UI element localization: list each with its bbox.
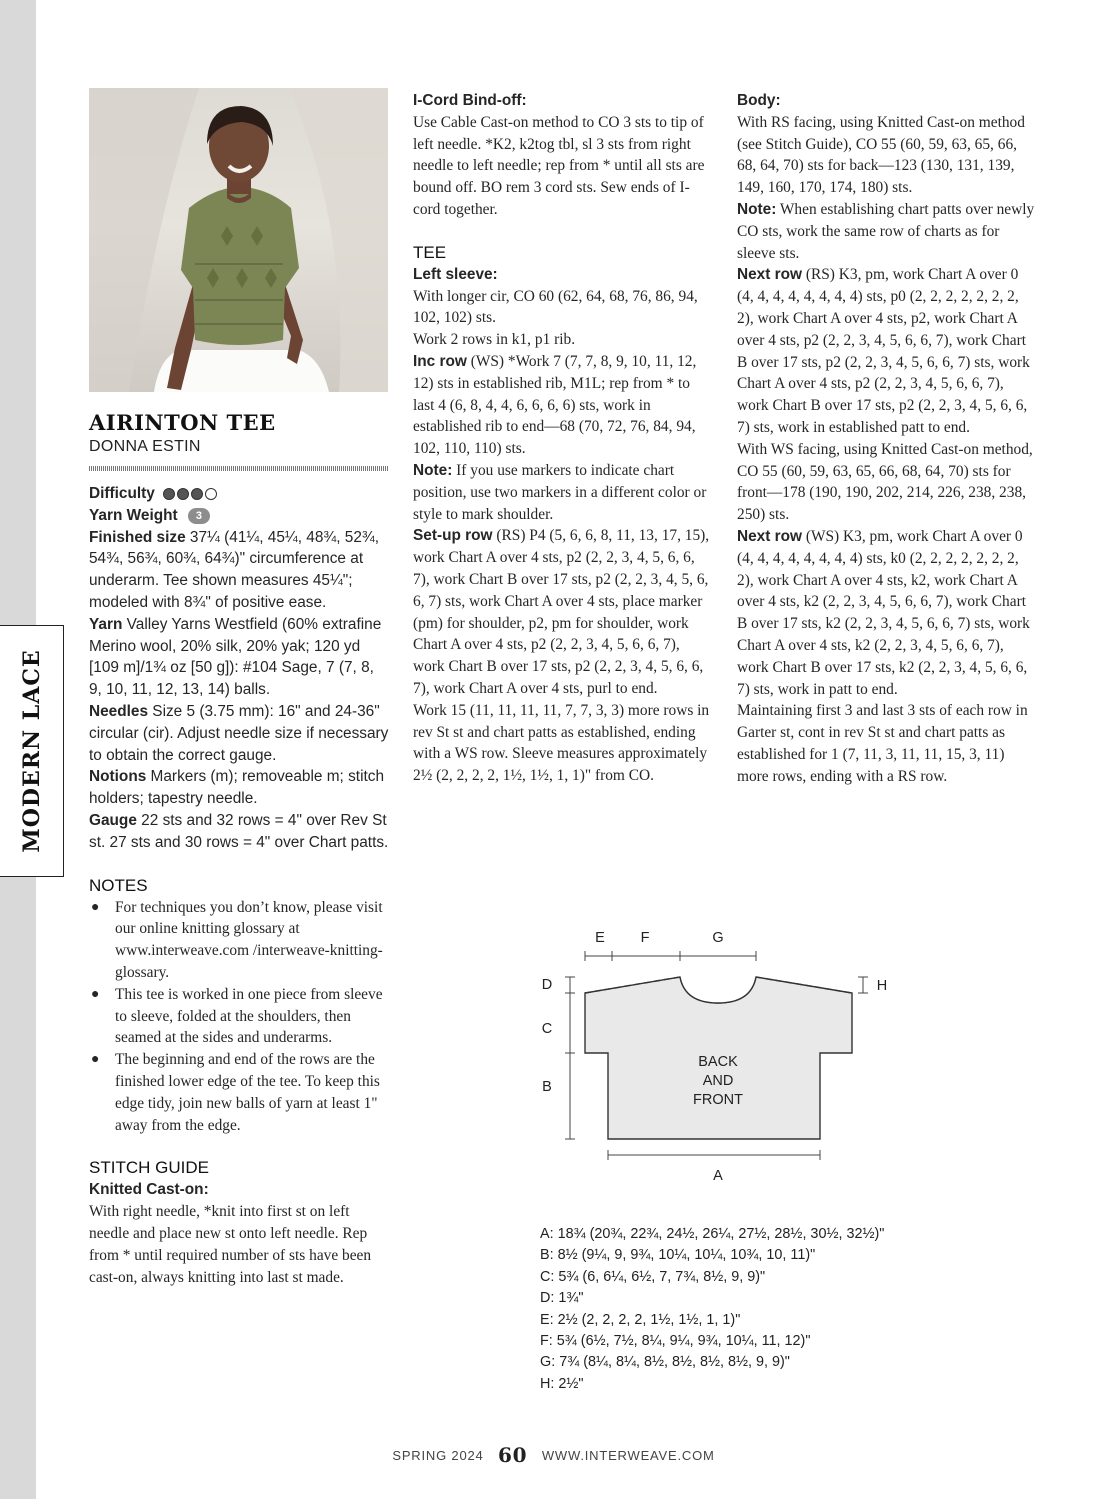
measurement-row: A: 18¾ (20¾, 22¾, 24½, 26¼, 27½, 28½, 30½, 32½)"	[540, 1226, 885, 1242]
notions-label: Notions	[89, 768, 147, 786]
schematic-label-back: BACK	[698, 1054, 738, 1070]
notes-heading: NOTES	[89, 875, 148, 895]
body-note: Note: When establishing chart patts over newly CO sts, work the same row of charts as for sleeve sts.	[737, 200, 1035, 262]
body-front-cast-on: With WS facing, using Knitted Cast-on method, CO 55 (60, 59, 63, 65, 66, 68, 64, 70) sts for front—178 (190, 190, 202, 214, 226, 238, 238, 250) sts.	[737, 440, 1033, 524]
sleeve-note: Note: If you use markers to indicate chart position, use two markers in a different color or style to mark shoulder.	[413, 461, 707, 523]
body-maintain: Maintaining first 3 and last 3 sts of each row in Garter st, cont in rev St st and chart patts as established for 1 (7, 11, 3, 11, 11, 15, 3, 11) more rows, ending with a RS row.	[737, 702, 1028, 785]
yarn-weight-label: Yarn Weight	[89, 506, 178, 524]
pattern-intro-column	[89, 404, 389, 1288]
knitted-cast-on-text: With right needle, *knit into first st on left needle and place new st onto left needle. Rep from * until required number of sts have been cast-on, always knitting into last st made.	[89, 1203, 372, 1286]
body-label: Body:	[737, 92, 781, 109]
notes-list	[89, 897, 389, 1137]
instructions-column-3	[737, 90, 1037, 788]
measurements-list	[540, 1224, 960, 1395]
section-tab-label: MODERN LACE	[18, 649, 45, 853]
section-tab	[0, 625, 64, 877]
needles-label: Needles	[89, 703, 149, 720]
measurement-row: H: 2½"	[540, 1375, 584, 1392]
difficulty-dot-icon	[191, 488, 203, 500]
dim-label-g: G	[712, 930, 724, 946]
finished-size-text: 37¼ (41¼, 45¼, 48¾, 52¾, 54¾, 56¾, 60¾, 64¾)" circumference at underarm. Tee shown measures 45¼"; modeled with 8¾" of positive ease.	[89, 528, 380, 612]
note-item: ● For techniques you don’t know, please visit our online knitting glossary at www.interweave.com /interweave-knitting-glossary.	[91, 898, 383, 981]
dim-label-b: B	[542, 1079, 552, 1095]
gauge-spec	[89, 810, 389, 854]
yarn-text: Valley Yarns Westfield (60% extrafine Merino wool, 20% silk, 20% yak; 120 yd [109 m]/1¾ oz [50 g]): #104 Sage, 7 (7, 8, 9, 10, 11, 12, 13, 14) balls.	[89, 615, 382, 699]
pattern-title: AIRINTON TEE	[89, 410, 276, 435]
icord-label: I-Cord Bind-off:	[413, 92, 527, 109]
notions-text: Markers (m); removeable m; stitch holders; tapestry needle.	[89, 768, 385, 808]
sleeve-cast-on: With longer cir, CO 60 (62, 64, 68, 76, 86, 94, 102, 102) sts.	[413, 287, 698, 327]
body-cast-on: With RS facing, using Knitted Cast-on method (see Stitch Guide), CO 55 (60, 59, 63, 65, 66, 68, 64, 70) sts for back—123 (130, 131, 139, 149, 160, 170, 174, 180) sts.	[737, 113, 1025, 197]
note-item: ● This tee is worked in one piece from sleeve to sleeve, folded at the shoulders, then seamed at the sides and underarms.	[91, 985, 383, 1047]
measurement-row: E: 2½ (2, 2, 2, 2, 1½, 1½, 1, 1)"	[540, 1311, 741, 1328]
bullet-icon: ●	[91, 986, 100, 1002]
work-rows: Work 15 (11, 11, 11, 11, 7, 7, 3, 3) more rows in rev St st and chart patts as established, ending with a WS row. Sleeve measures approximately 2½ (2, 2, 2, 2, 1½, 1½, 1, 1)" from CO.	[413, 701, 710, 785]
site-url[interactable]: WWW.INTERWEAVE.COM	[541, 1448, 715, 1463]
difficulty-rating	[163, 483, 219, 505]
page-footer	[0, 1443, 1107, 1467]
icord-text: Use Cable Cast-on method to CO 3 sts to tip of left needle. *K2, k2tog tbl, sl 3 sts from right needle to left needle; rep from * until all sts are bound off. BO rem 3 cord sts. Sew ends of I-cord together.	[413, 113, 705, 218]
model-photo	[89, 88, 388, 392]
note-item: ● The beginning and end of the rows are the finished lower edge of the tee. To keep this edge tidy, join new balls of yarn at least 1" away from the edge.	[91, 1051, 380, 1134]
knitted-cast-on-label: Knitted Cast-on:	[89, 1181, 209, 1199]
finished-size-label: Finished size	[89, 528, 186, 546]
designer-name: DONNA ESTIN	[89, 438, 201, 455]
finished-size-spec	[89, 527, 389, 614]
tee-heading: TEE	[413, 242, 447, 262]
yarn-label: Yarn	[89, 615, 123, 633]
instructions-column-2	[413, 90, 713, 787]
bullet-icon: ●	[91, 1052, 100, 1068]
yarn-spec	[89, 614, 389, 701]
dotted-rule	[89, 466, 389, 471]
inc-row: Inc row (WS) *Work 7 (7, 7, 8, 9, 10, 11, 12, 12) sts in established rib, M1L; rep from * to last 4 (6, 8, 4, 4, 6, 6, 6, 6) sts, work in established rib to end—68 (70, 72, 76, 84, 94, 102, 110, 110) sts.	[413, 352, 697, 458]
schematic-label-and: AND	[702, 1073, 734, 1089]
body-next-row-ws: Next row (WS) K3, pm, work Chart A over 0 (4, 4, 4, 4, 4, 4, 4, 4) sts, k0 (2, 2, 2, 2, 2, 2, 2, 2), work Chart A over 4 sts, k2, work Chart A over 4 sts, k2 (2, 2, 3, 4, 5, 6, 6, 7), work Chart B over 17 sts, k2 (2, 2, 3, 4, 5, 6, 6, 7) sts, work Chart A over 4 sts, k2 (2, 2, 3, 4, 5, 6, 6, 7), work Chart B over 17 sts, k2 (2, 2, 3, 4, 5, 6, 6, 7) sts, work in patt to end.	[737, 527, 1030, 698]
yarn-weight-badge: 3	[188, 508, 210, 524]
bullet-icon: ●	[91, 899, 100, 915]
needles-spec	[89, 701, 389, 766]
measurement-row: C: 5¾ (6, 6¼, 6½, 7, 7¾, 8½, 9, 9)"	[540, 1268, 766, 1285]
difficulty-row	[89, 483, 389, 505]
sleeve-rib: Work 2 rows in k1, p1 rib.	[413, 331, 576, 349]
measurement-row: D: 1¾"	[540, 1290, 584, 1307]
dim-label-a: A	[713, 1168, 723, 1184]
notions-spec	[89, 766, 389, 810]
yarn-weight-row	[89, 505, 389, 527]
dim-label-d: D	[541, 977, 553, 993]
issue-label: SPRING 2024	[392, 1448, 484, 1463]
difficulty-dot-icon	[163, 488, 175, 500]
measurement-row: G: 7¾ (8¼, 8¼, 8½, 8½, 8½, 8½, 9, 9)"	[540, 1354, 790, 1371]
left-sleeve-label: Left sleeve:	[413, 265, 498, 283]
needles-text: Size 5 (3.75 mm): 16" and 24-36" circular (cir). Adjust needle size if necessary to obtain the correct gauge.	[89, 703, 389, 764]
dim-label-c: C	[541, 1021, 553, 1037]
difficulty-dot-icon	[177, 488, 189, 500]
dim-label-h: H	[876, 978, 888, 994]
gauge-label: Gauge	[89, 811, 137, 829]
model-photo-illustration	[89, 88, 388, 392]
page-number: 60	[497, 1443, 528, 1467]
difficulty-dot-icon	[205, 488, 217, 500]
stitch-guide-heading: STITCH GUIDE	[89, 1158, 209, 1178]
difficulty-label: Difficulty	[89, 485, 155, 502]
setup-row: Set-up row (RS) P4 (5, 6, 6, 8, 11, 13, 17, 15), work Chart A over 4 sts, p2 (2, 2, 3, 4, 5, 6, 6, 7), work Chart B over 17 sts, p2 (2, 2, 3, 4, 5, 6, 6, 7) sts, work Chart A over 4 sts, place marker (pm) for shoulder, p2, pm for shoulder, work Chart A over 4 sts, p2 (2, 2, 3, 4, 5, 6, 6, 7), work Chart B over 17 sts, p2 (2, 2, 3, 4, 5, 6, 6, 7), work Chart A over 4 sts, purl to end.	[413, 527, 710, 697]
measurement-row: F: 5¾ (6½, 7½, 8¼, 9¼, 9¾, 10¼, 11, 12)"	[540, 1333, 811, 1350]
measurement-row: B: 8½ (9¼, 9, 9¾, 10¼, 10¼, 10¾, 10, 11)"	[540, 1247, 816, 1264]
body-next-row-rs: Next row (RS) K3, pm, work Chart A over 0 (4, 4, 4, 4, 4, 4, 4, 4) sts, p0 (2, 2, 2, 2, 2, 2, 2, 2), work Chart A over 4 sts, p2, work Chart A over 4 sts, p2 (2, 2, 3, 4, 5, 6, 6, 7), work Chart B over 17 sts, p2 (2, 2, 3, 4, 5, 6, 6, 7) sts, work Chart A over 4 sts, p2 (2, 2, 3, 4, 5, 6, 6, 7), work Chart B over 17 sts, p2 (2, 2, 3, 4, 5, 6, 6, 7) sts, work in established patt to end.	[737, 266, 1030, 436]
garment-schematic	[530, 925, 910, 1190]
dim-label-e: E	[595, 930, 605, 946]
gauge-text: 22 sts and 32 rows = 4" over Rev St st. 27 sts and 30 rows = 4" over Chart patts.	[89, 811, 389, 851]
dim-label-f: F	[640, 930, 650, 946]
schematic-label-front: FRONT	[693, 1092, 743, 1108]
